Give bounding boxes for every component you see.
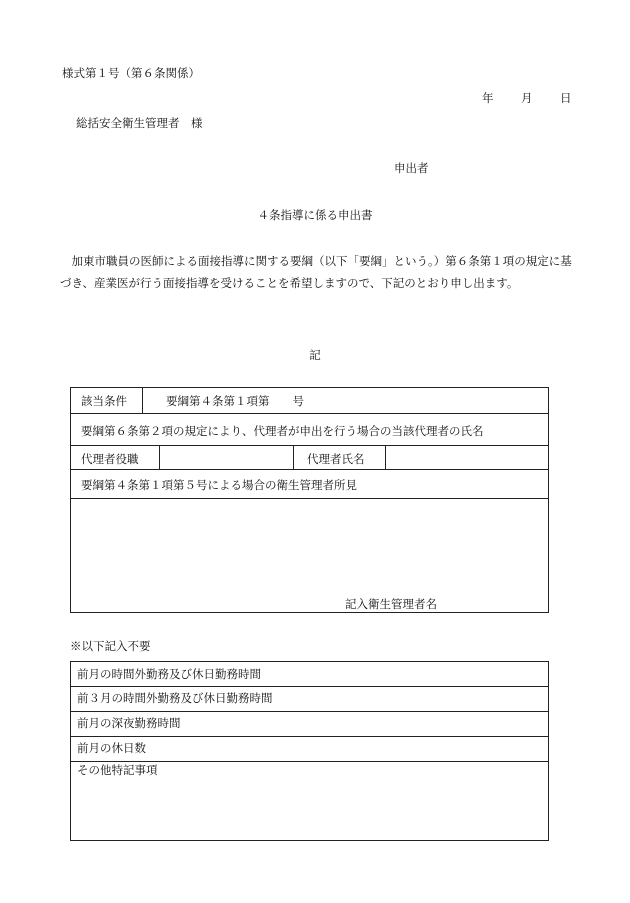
table-divider bbox=[142, 388, 143, 413]
table-divider bbox=[71, 736, 548, 737]
agent-name-label: 代理者氏名 bbox=[307, 452, 365, 466]
table-divider bbox=[385, 445, 386, 469]
table-divider bbox=[71, 711, 548, 712]
manager-opinion-field[interactable] bbox=[81, 506, 536, 596]
ki-heading: 記 bbox=[309, 348, 321, 362]
lower-row-overtime-3-months: 前３月の時間外勤務及び休日勤務時間 bbox=[77, 691, 273, 705]
agent-heading: 要綱第６条第２項の規定により、代理者が申出を行う場合の当該代理者の氏名 bbox=[81, 424, 484, 438]
table-divider bbox=[71, 413, 548, 414]
table-divider bbox=[71, 498, 548, 499]
lower-row-special-notes: その他特記事項 bbox=[77, 763, 158, 777]
date-month-label: 月 bbox=[521, 91, 533, 105]
date-year-label: 年 bbox=[482, 91, 494, 105]
lower-row-night-work: 前月の深夜勤務時間 bbox=[77, 716, 181, 730]
form-number: 様式第１号（第６条関係） bbox=[62, 66, 200, 80]
manager-signature-label: 記入衛生管理者名 bbox=[345, 597, 437, 611]
table-divider bbox=[159, 445, 160, 469]
agent-position-label: 代理者役職 bbox=[81, 452, 139, 466]
lower-row-holidays: 前月の休日数 bbox=[77, 741, 146, 755]
lower-table bbox=[70, 661, 549, 841]
applicant-label: 申出者 bbox=[394, 161, 429, 175]
condition-value[interactable]: 要綱第４条第１項第 号 bbox=[166, 394, 304, 408]
table-divider bbox=[71, 445, 548, 446]
date-day-label: 日 bbox=[560, 91, 572, 105]
manager-opinion-heading: 要綱第４条第１項第５号による場合の衛生管理者所見 bbox=[81, 478, 357, 492]
table-divider bbox=[71, 469, 548, 470]
table-divider bbox=[71, 686, 548, 687]
body-paragraph: 加東市職員の医師による面接指導に関する要綱（以下「要綱」という。）第６条第１項の規定に基づき、産業医が行う面接指導を受けることを希望しますので、下記のとおり申し出ます。 bbox=[60, 254, 572, 290]
not-required-note: ※以下記入不要 bbox=[70, 639, 151, 653]
table-divider bbox=[293, 445, 294, 469]
condition-label: 該当条件 bbox=[81, 394, 127, 408]
addressee: 総括安全衛生管理者 様 bbox=[76, 116, 203, 130]
main-table bbox=[70, 387, 549, 613]
lower-row-overtime-last-month: 前月の時間外勤務及び休日勤務時間 bbox=[77, 667, 261, 681]
table-divider bbox=[71, 761, 548, 762]
document-title: ４条指導に係る申出書 bbox=[257, 208, 373, 222]
